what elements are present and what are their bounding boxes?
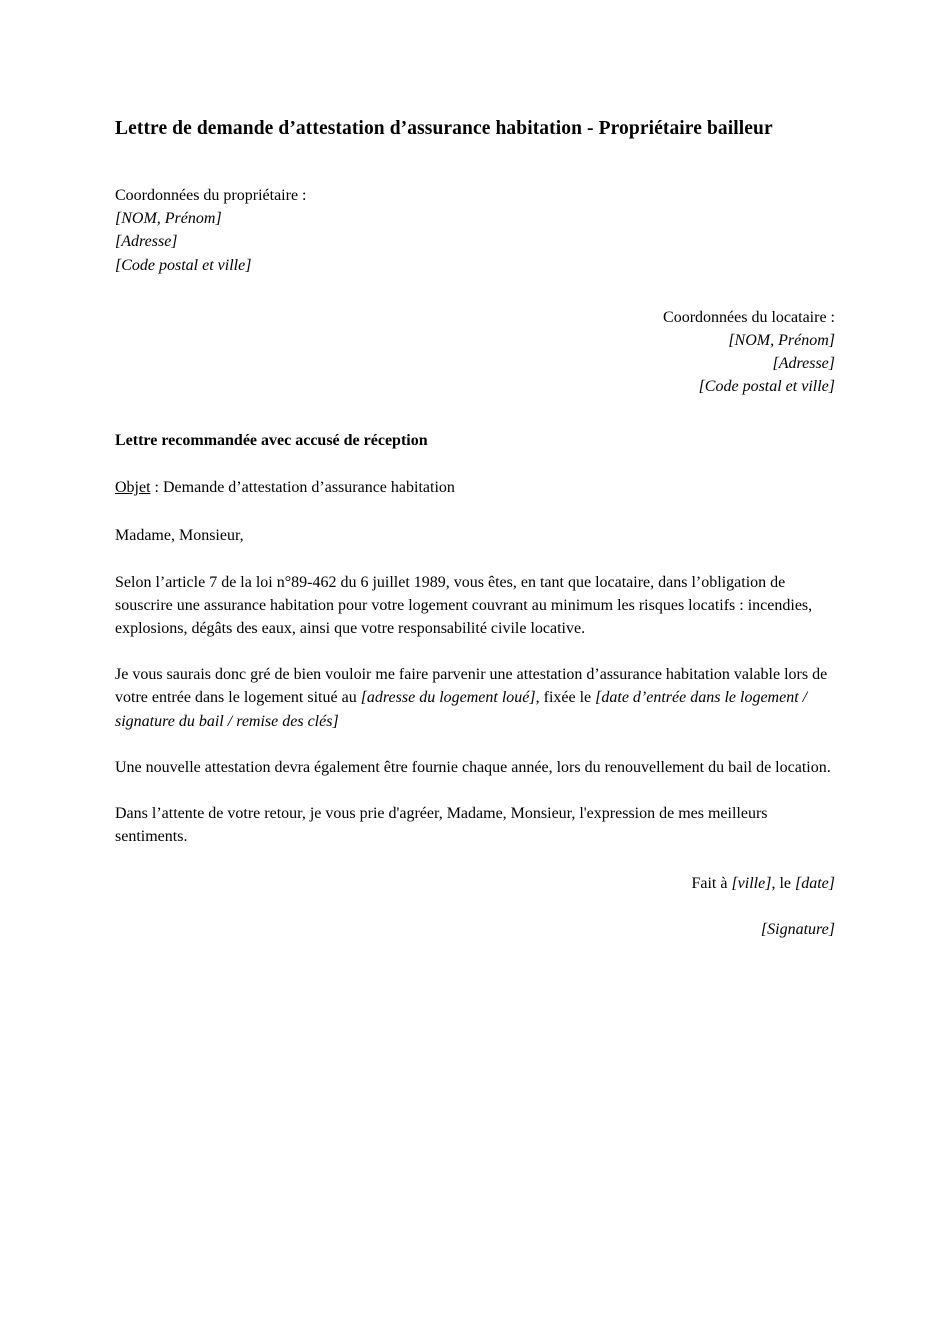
recipient-city-placeholder: [Code postal et ville] [698, 378, 835, 396]
subject-label: Objet [115, 478, 151, 496]
recipient-address-block [115, 306, 835, 399]
body-paragraph-3: Une nouvelle attestation devra également être fournie chaque année, lors du renouvellement du bail de location. [115, 758, 831, 776]
sender-city-placeholder: [Code postal et ville] [115, 256, 252, 274]
salutation: Madame, Monsieur, [115, 526, 244, 544]
recipient-street-placeholder: [Adresse] [772, 355, 835, 373]
body-paragraph-2 [115, 663, 835, 733]
date-prefix: , le [771, 875, 795, 893]
document-body [115, 116, 835, 941]
subject-separator: : [150, 478, 163, 496]
closing-place-date [115, 872, 835, 895]
subject-text: Demande d’attestation d’assurance habitation [163, 478, 455, 496]
sender-address-block [115, 184, 835, 277]
date-placeholder: [date d’entrée dans le logement / signature du bail / remise des clés] [115, 689, 808, 730]
sender-heading: Coordonnées du propriétaire : [115, 187, 307, 204]
signature-placeholder: [Signature] [760, 921, 835, 939]
place-placeholder: [ville] [731, 875, 772, 893]
page-title: Lettre de demande d’attestation d’assurance habitation - Propriétaire bailleur [115, 118, 773, 139]
paragraph-2-text-1: Je vous saurais donc gré de bien vouloir me faire parvenir une attestation d’assurance habitation valable lors de votre entrée dans le logement situé au [115, 666, 828, 707]
subject-line [115, 476, 835, 499]
body-paragraph-1: Selon l’article 7 de la loi n°89-462 du 6 juillet 1989, vous êtes, en tant que locataire, dans l’obligation de souscrire une assurance habitation pour votre logement couvrant au minimum les risques locatifs : incendies, explosions, dégâts des eaux, ainsi que votre responsabilité civile locative. [115, 573, 813, 638]
sender-name-placeholder: [NOM, Prénom] [115, 210, 222, 228]
closing-date-placeholder: [date] [795, 875, 835, 893]
place-prefix: Fait à [691, 875, 732, 893]
sender-street-placeholder: [Adresse] [115, 233, 178, 251]
delivery-notice: Lettre recommandée avec accusé de réception [115, 431, 428, 449]
address-placeholder: [adresse du logement loué] [360, 689, 536, 707]
paragraph-2-text-2: , fixée le [535, 689, 596, 707]
signature-block [115, 918, 835, 941]
recipient-heading: Coordonnées du locataire : [663, 308, 835, 326]
body-paragraph-4: Dans l’attente de votre retour, je vous prie d'agréer, Madame, Monsieur, l'expression de mes meilleurs sentiments. [115, 805, 768, 846]
recipient-name-placeholder: [NOM, Prénom] [728, 332, 835, 350]
